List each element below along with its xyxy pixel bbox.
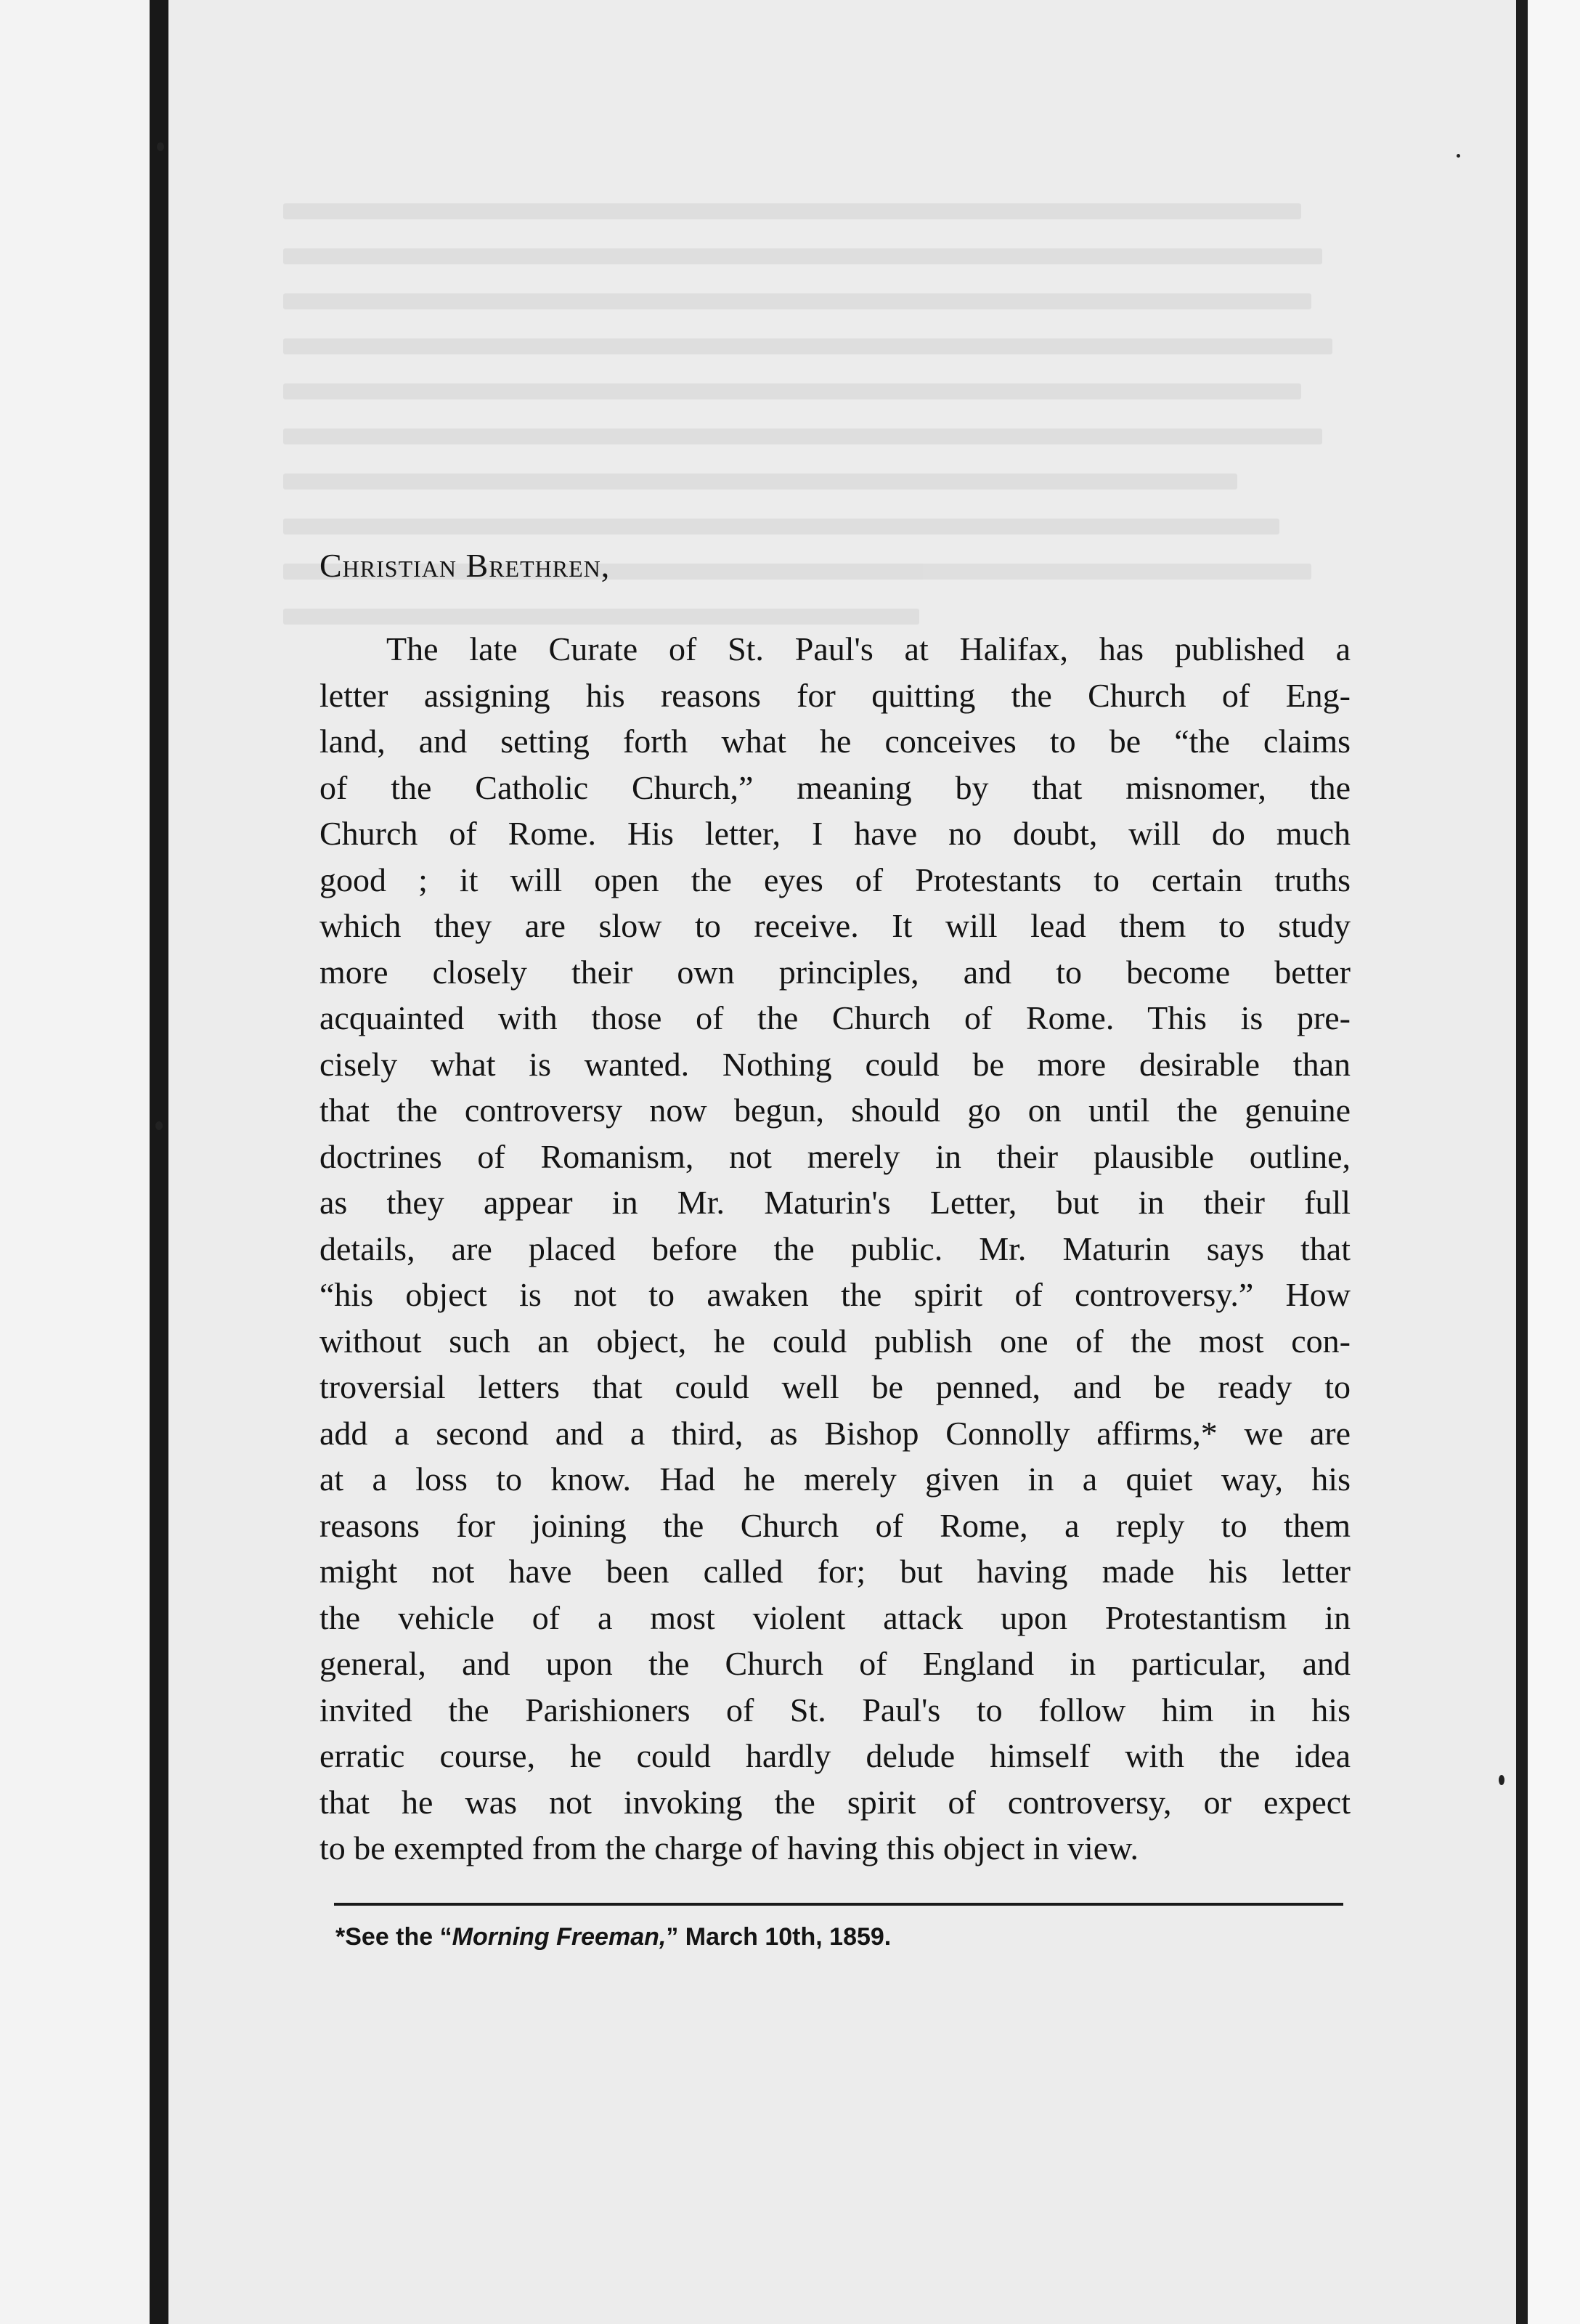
paragraph-line: reasons for joining the Church of Rome, a reply to them [319,1506,1351,1544]
salutation: Christian Brethren, [319,547,611,584]
paragraph-line: to be exempted from the charge of having this object in view. [319,1829,1139,1866]
binding-shadow [150,0,168,2324]
paragraph-line: of the Catholic Church,” meaning by that misnomer, the [319,768,1351,806]
paragraph-line: good ; it will open the eyes of Protestants to certain truths [319,861,1351,898]
scan-speck [155,1121,163,1130]
paragraph-line: details, are placed before the public. Mr. Maturin says that [319,1230,1351,1267]
paragraph-line: the vehicle of a most violent attack upon Protestantism in [319,1598,1351,1636]
scan-speck [1457,154,1460,158]
scan-left-margin [0,0,150,2324]
scan-speck [157,142,164,151]
paragraph-line: which they are slow to receive. It will lead them to study [319,907,1351,944]
paragraph-line: letter assigning his reasons for quitting the Church of Eng- [319,676,1351,714]
paragraph-line: erratic course, he could hardly delude himself with the idea [319,1737,1351,1774]
paragraph-line: might not have been called for; but having made his letter [319,1553,1351,1590]
paragraph-line: as they appear in Mr. Maturin's Letter, but in their full [319,1184,1351,1221]
paragraph-line: without such an object, he could publish one of the most con- [319,1322,1351,1360]
paragraph-line: general, and upon the Church of England in particular, and [319,1645,1351,1682]
paragraph-line: add a second and a third, as Bishop Connolly affirms,* we are [319,1414,1351,1452]
paragraph-line: cisely what is wanted. Nothing could be more desirable than [319,1045,1351,1083]
paragraph-line: that he was not invoking the spirit of controversy, or expect [319,1783,1351,1821]
paragraph-line: Church of Rome. His letter, I have no doubt, will do much [319,815,1351,852]
scan-speck [1499,1775,1504,1785]
paragraph-line: that the controversy now begun, should go on until the genuine [319,1092,1351,1129]
footnote-suffix: ” March 10th, 1859. [666,1923,892,1951]
paragraph-line: The late Curate of St. Paul's at Halifax, has published a [386,630,1351,667]
paragraph-line: “his object is not to awaken the spirit of controversy.” How [319,1276,1351,1313]
paragraph-line: doctrines of Romanism, not merely in their plausible outline, [319,1137,1351,1175]
paragraph-line: more closely their own principles, and to become better [319,953,1351,991]
letter-paragraph [319,626,1351,1872]
paragraph-line: troversial letters that could well be penned, and be ready to [319,1368,1351,1405]
scan-right-margin [1528,0,1580,2324]
footnote-source: Morning Freeman, [452,1923,667,1951]
footnote-rule [334,1903,1343,1906]
footnote-prefix: *See the “ [335,1923,452,1951]
paragraph-line: land, and setting forth what he conceives to be “the claims [319,723,1351,760]
paragraph-line: at a loss to know. Had he merely given in a quiet way, his [319,1460,1351,1498]
paragraph-line: invited the Parishioners of St. Paul's to follow him in his [319,1691,1351,1728]
footnote [335,1923,891,1951]
page-right-edge [1516,0,1528,2324]
paragraph-line: acquainted with those of the Church of Rome. This is pre- [319,999,1351,1036]
bleed-through [283,203,1343,668]
